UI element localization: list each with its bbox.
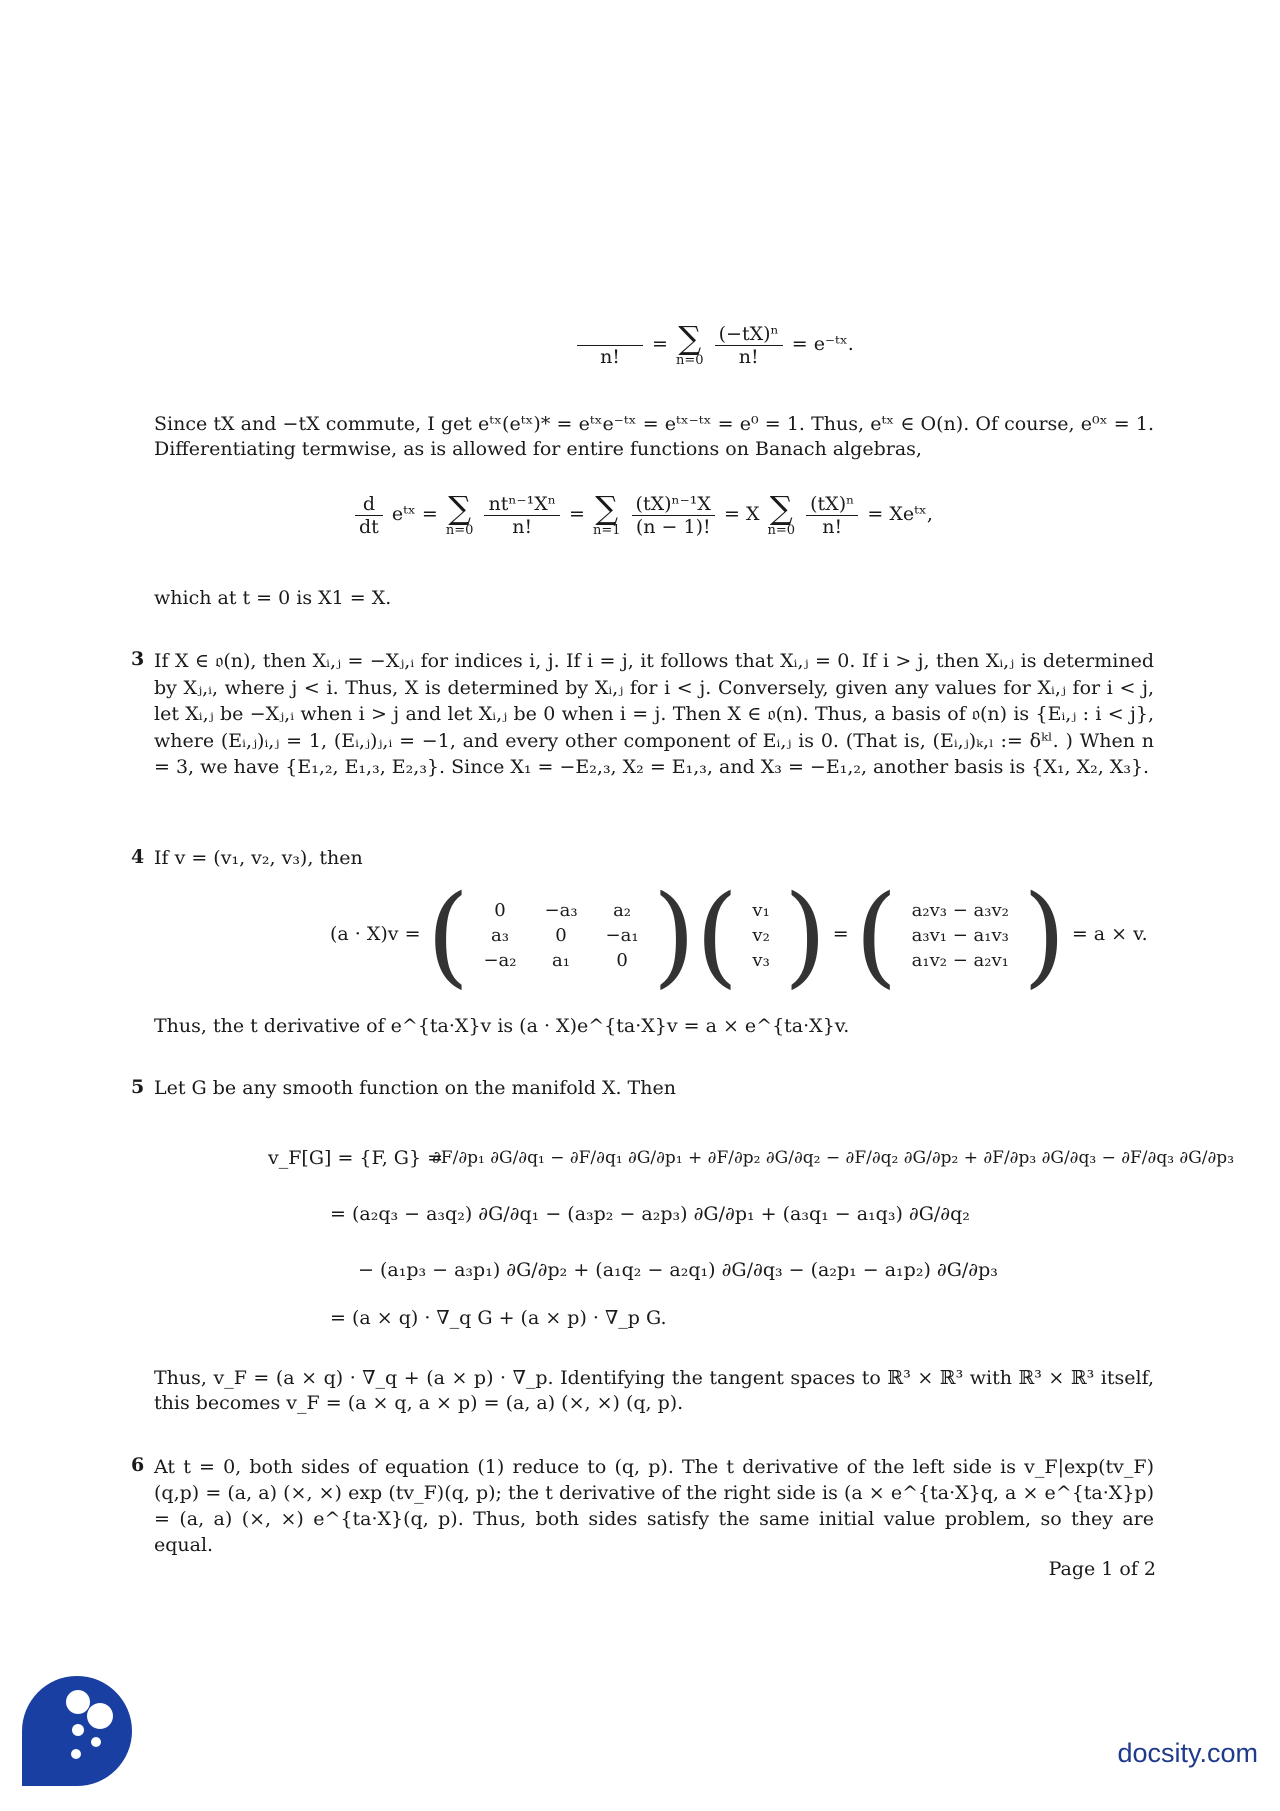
problem-6-number: 6	[131, 1454, 145, 1476]
vector-cell: v₁	[752, 899, 770, 921]
matrix-cell: a₃	[491, 924, 509, 946]
problem-5-text: Let G be any smooth function on the manifold X. Then	[154, 1077, 676, 1099]
problem-5-number: 5	[131, 1076, 145, 1098]
matrix-cell: 0	[555, 924, 567, 946]
top-eq-num: (−tX)ⁿ	[715, 323, 783, 346]
matrix-cell: −a₁	[605, 924, 639, 946]
problem-6-text: At t = 0, both sides of equation (1) reduce to (q, p). The t derivative of the left side is v_F|exp(tv_F)(q,p) = (a, a) (×, ×) exp (tv_F)(q, p); the t derivative of the right side is (a × e^{ta·X}q, a × e^{ta·X}p) = (a, a) (×, ×) e^{ta·X}(q, p). Thus, both sides satisfy the same initial value problem, so they are equal.	[154, 1456, 1154, 1556]
top-eq-rhs: = e⁻ᵗˣ.	[791, 333, 854, 355]
matrix-cell: 0	[616, 949, 628, 971]
problem-4-number: 4	[131, 846, 145, 868]
deriv-sum1-lower: n=0	[445, 523, 474, 538]
paragraph-thus-4: Thus, the t derivative of e^{ta·X}v is (a · X)e^{ta·X}v = a × e^{ta·X}v.	[154, 1015, 850, 1037]
top-equation: n! = ∑ n=0 $\frac{\text{(−tX)ⁿ}}{n!}$ = e⁻ᵗˣ.	[574, 322, 854, 368]
top-eq-sum-lower: n=0	[676, 353, 704, 368]
derivative-equation: $\frac{d}{dt}$ eᵗˣ = ∑ n=0 $\frac{\text{ntⁿ⁻¹Xⁿ}}{n!}$ = ∑ n=1 $\frac{\text{(tX)ⁿ⁻¹X}}{(n - 1)!}$ = X ∑ n=0 $\frac{\text{(tX)ⁿ}}{n!}$ = Xeᵗˣ,	[352, 492, 933, 538]
matrix-eq-lhs: (a · X)v =	[330, 923, 421, 945]
matrix-a	[469, 898, 652, 973]
matrix-equation: (a · X)v = ( 0 −a₃ a₂ a₃ 0 −a₁ −a₂ a₁ 0 )( v₁ v₂ v₃ ) = ( a₂v₃ − a₃v₂ a₃v₁ − a₁v₃ a₁v₂ − a₂v₁ ) = a × v.	[330, 871, 1148, 999]
paragraph-thus-5: Thus, v_F = (a × q) · ∇_q + (a × p) · ∇_p. Identifying the tangent spaces to ℝ³ × ℝ³ with ℝ³ × ℝ³ itself, this becomes v_F = (a × q, a × p) = (a, a) (×, ×) (q, p).	[154, 1367, 1154, 1414]
poisson-line-1-lhs: v_F[G] = {F, G} =	[268, 1147, 444, 1169]
docsity-brand-link[interactable]: docsity.com	[1117, 1738, 1258, 1768]
poisson-line-3: − (a₁p₃ − a₃p₁) ∂G/∂p₂ + (a₁q₂ − a₂q₁) ∂G/∂q₃ − (a₂p₁ − a₁p₂) ∂G/∂p₃	[358, 1259, 998, 1281]
matrix-cell: a₁	[552, 949, 570, 971]
result-cell: a₁v₂ − a₂v₁	[911, 949, 1009, 971]
deriv-sum2-lower: n=1	[592, 523, 621, 538]
poisson-line-4: = (a × q) · ∇_q G + (a × p) · ∇_p G.	[330, 1307, 667, 1329]
problem-4-text: If v = (v₁, v₂, v₃), then	[154, 847, 363, 869]
paragraph-t0: which at t = 0 is X1 = X.	[154, 587, 392, 609]
poisson-line-1: ∂F/∂p₁ ∂G/∂q₁ − ∂F/∂q₁ ∂G/∂p₁ + ∂F/∂p₂ ∂G/∂q₂ − ∂F/∂q₂ ∂G/∂p₂ + ∂F/∂p₃ ∂G/∂q₃ − ∂F/∂q₃ ∂G/∂p₃	[432, 1148, 1235, 1168]
deriv-t1-den: n!	[512, 515, 533, 538]
result-cell: a₃v₁ − a₁v₃	[911, 924, 1009, 946]
problem-3-number: 3	[131, 648, 145, 670]
deriv-x: = X	[723, 503, 760, 525]
docsity-logo-icon[interactable]	[18, 1672, 136, 1794]
top-eq-den-2: n!	[738, 345, 759, 368]
matrix-eq-rhs: = a × v.	[1071, 923, 1148, 945]
deriv-dt: dt	[359, 515, 379, 538]
matrix-cell: 0	[494, 899, 506, 921]
matrix-cell: a₂	[613, 899, 632, 921]
page-number: Page 1 of 2	[1048, 1558, 1156, 1580]
result-cell: a₂v₃ − a₃v₂	[911, 899, 1009, 921]
result-vector	[898, 898, 1023, 973]
vector-cell: v₃	[752, 949, 770, 971]
deriv-e: eᵗˣ =	[391, 503, 438, 525]
deriv-t3-num: (tX)ⁿ	[806, 493, 858, 516]
vector-v	[738, 898, 783, 973]
poisson-line-2: = (a₂q₃ − a₃q₂) ∂G/∂q₁ − (a₃p₂ − a₂p₃) ∂G/∂p₁ + (a₃q₁ − a₁q₃) ∂G/∂q₂	[330, 1203, 970, 1225]
deriv-t1-num: ntⁿ⁻¹Xⁿ	[484, 493, 559, 516]
deriv-d: d	[355, 493, 383, 516]
vector-cell: v₂	[752, 924, 770, 946]
matrix-cell: −a₂	[483, 949, 517, 971]
problem-3-text: If X ∈ 𝔬(n), then Xᵢ,ⱼ = −Xⱼ,ᵢ for indices i, j. If i = j, it follows that Xᵢ,ⱼ = 0. If i > j, then Xᵢ,ⱼ is determined by Xⱼ,ᵢ, where j < i. Thus, X is determined by Xᵢ,ⱼ for i < j. Conversely, given any values for Xᵢ,ⱼ for i < j, let Xᵢ,ⱼ be −Xⱼ,ᵢ when i > j and let Xᵢ,ⱼ be 0 when i = j. Then X ∈ 𝔬(n). Thus, a basis of 𝔬(n) is {Eᵢ,ⱼ : i < j}, where (Eᵢ,ⱼ)ᵢ,ⱼ = 1, (Eᵢ,ⱼ)ⱼ,ᵢ = −1, and every other component of Eᵢ,ⱼ is 0. (That is, (Eᵢ,ⱼ)ₖ,ₗ := δᵏˡ. ) When n = 3, we have {E₁,₂, E₁,₃, E₂,₃}. Since X₁ = −E₂,₃, X₂ = E₁,₃, and X₃ = −E₁,₂, another basis is {X₁, X₂, X₃}.	[154, 650, 1154, 778]
deriv-sum3-lower: n=0	[767, 523, 796, 538]
deriv-t3-den: n!	[822, 515, 843, 538]
deriv-rhs: = Xeᵗˣ,	[867, 503, 933, 525]
deriv-t2-num: (tX)ⁿ⁻¹X	[632, 493, 715, 516]
top-eq-den-1: n!	[600, 345, 620, 368]
matrix-cell: −a₃	[544, 899, 578, 921]
paragraph-commute: Since tX and −tX commute, I get eᵗˣ(eᵗˣ)* = eᵗˣe⁻ᵗˣ = eᵗˣ⁻ᵗˣ = e⁰ = 1. Thus, eᵗˣ ∈ O(n). Of course, e⁰ˣ = 1. Differentiating termwise, as is allowed for entire functions on Banach algebras,	[154, 413, 1154, 460]
deriv-t2-den: (n − 1)!	[635, 515, 711, 538]
